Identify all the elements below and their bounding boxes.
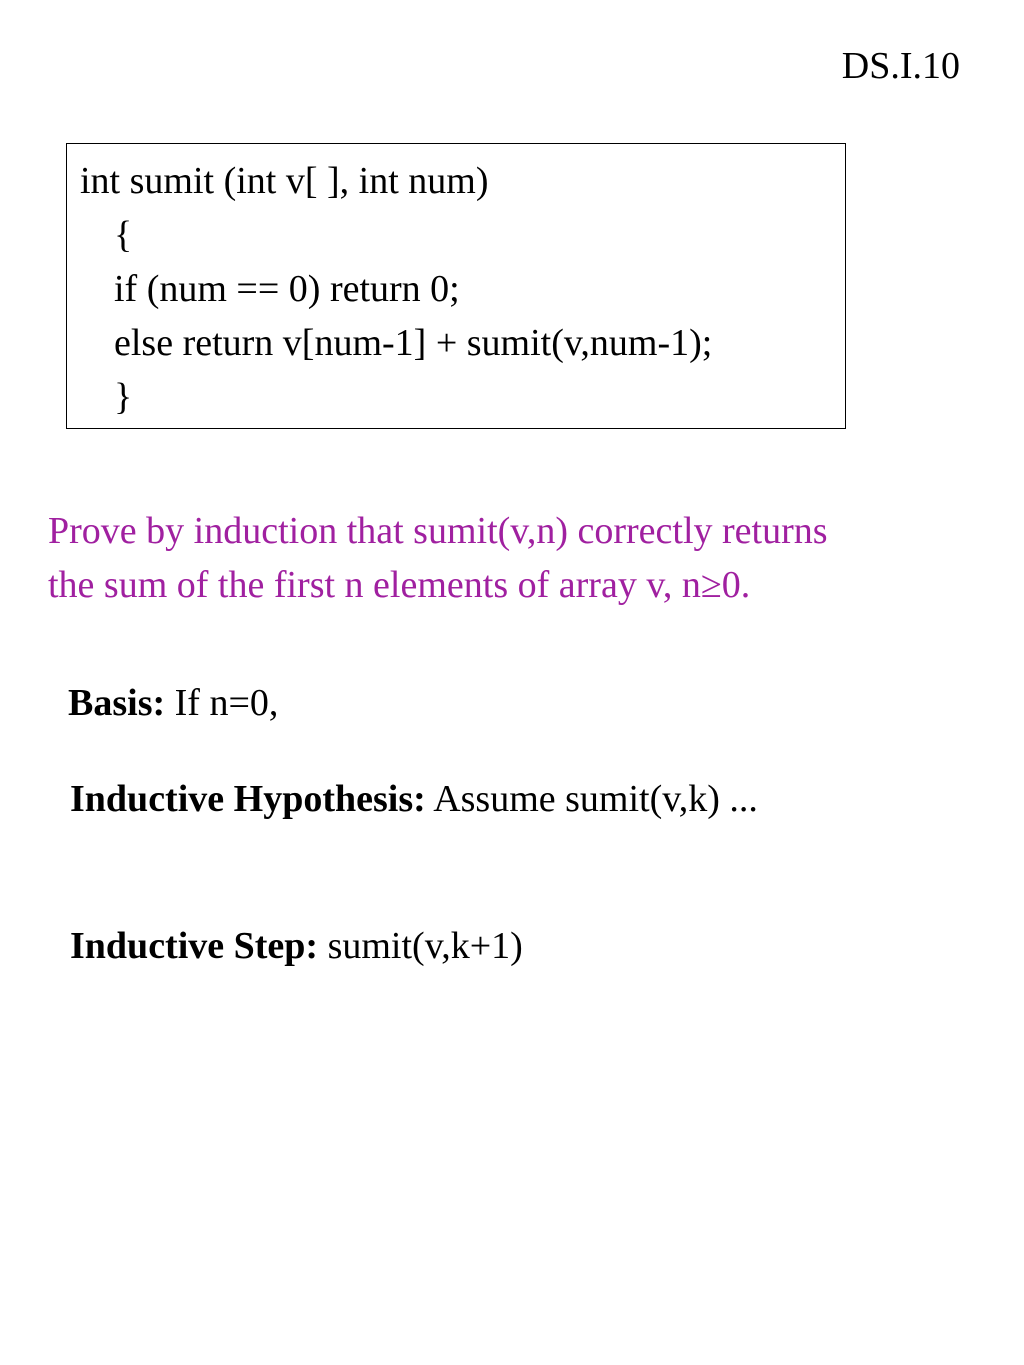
code-line-signature: int sumit (int v[ ], int num) xyxy=(80,160,489,202)
inductive-step-text: sumit(v,k+1) xyxy=(327,925,523,967)
basis-text: If n=0, xyxy=(174,682,279,724)
code-line-close-brace: } xyxy=(114,376,133,418)
code-line-open-brace: { xyxy=(114,214,133,256)
proof-prompt-line-2: the sum of the first n elements of array v, n≥0. xyxy=(48,564,751,606)
basis-section xyxy=(68,681,278,725)
hypothesis-section xyxy=(70,777,758,821)
proof-prompt-line-1: Prove by induction that sumit(v,n) correctly returns xyxy=(48,510,828,552)
slide-number: DS.I.10 xyxy=(841,45,960,87)
inductive-step-section xyxy=(70,924,523,968)
proof-prompt xyxy=(48,504,1008,612)
inductive-step-label: Inductive Step: xyxy=(70,925,319,967)
code-line-recursive-case: else return v[num-1] + sumit(v,num-1); xyxy=(114,322,713,364)
basis-label: Basis: xyxy=(68,682,166,724)
code-line-base-case: if (num == 0) return 0; xyxy=(114,268,460,310)
hypothesis-text: Assume sumit(v,k) ... xyxy=(433,778,758,820)
hypothesis-label: Inductive Hypothesis: xyxy=(70,778,426,820)
code-box xyxy=(66,143,846,429)
